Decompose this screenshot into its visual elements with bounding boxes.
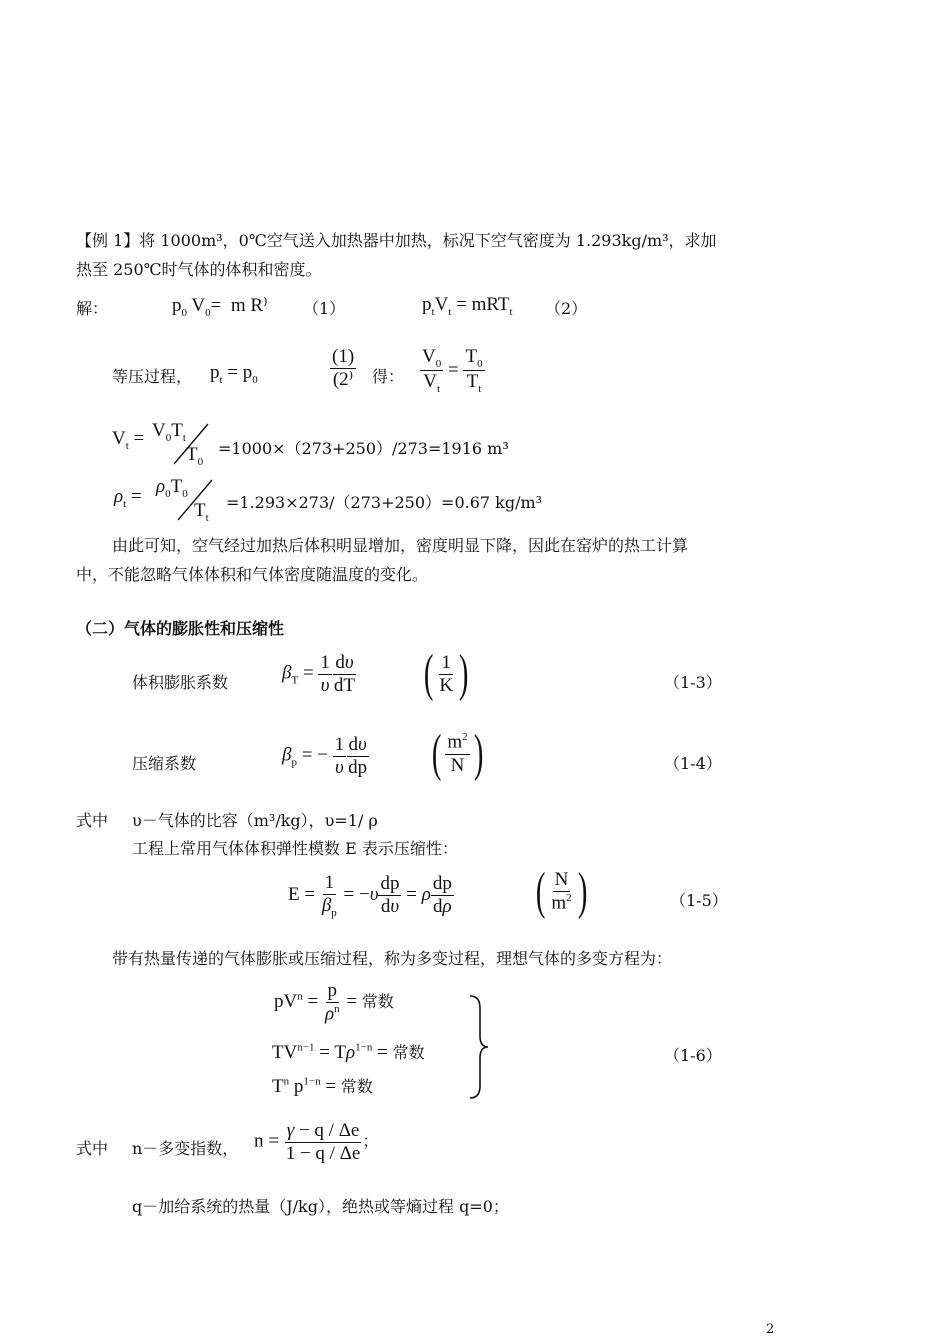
vt-numerator: $V_0T_t$: [152, 420, 186, 444]
vol-coef-tag: （1-3）: [664, 673, 722, 692]
poly-eq-2: $TV^{n-1} = T\rho^{1-n}$ = 常数: [272, 1041, 425, 1063]
rho-formula: $\rho_t$ =: [114, 486, 142, 510]
poly-text: 带有热量传递的气体膨胀或压缩过程，称为多变过程，理想气体的多变方程为：: [112, 949, 673, 968]
vt-denominator: $T_0$: [186, 444, 204, 468]
elastic-text: 工程上常用气体体积弹性模数 E 表示压缩性：: [132, 839, 458, 858]
comp-coef-label: 压缩系数: [132, 754, 197, 773]
elastic-modulus-eq: E = $\frac{1}{\beta_p}$ = −υ $\frac{dp}{d\upsilon}$ = ρ $\frac{dp}{d\rho}$: [288, 872, 452, 919]
eq1-tag: （1）: [303, 299, 346, 318]
section-heading: （二）气体的膨胀性和压缩性: [76, 619, 285, 638]
ratio-text: 得：: [372, 367, 405, 386]
vol-coef-label: 体积膨胀系数: [132, 673, 229, 692]
vt-formula: $V_t$ =: [112, 428, 145, 452]
comp-coef-unit: ( $\frac{m^2}{N}$ ): [431, 725, 484, 782]
volume-temp-ratio: $\frac{V_0}{V_t}$ = $\frac{T_0}{T_t}$: [422, 346, 483, 396]
poly-eq-1: $pV^n$ = $\frac{p}{\rho^n}$ = 常数: [274, 980, 394, 1025]
ideal-gas-eq-1: $p_0$ $V_0= m$ R⁾: [172, 295, 268, 319]
page-number: 2: [766, 1322, 775, 1337]
isobaric-eq: $p_t = p_0$: [210, 362, 258, 386]
q-text: q－加给系统的热量（J/kg），绝热或等熵过程 q=0；: [132, 1197, 509, 1216]
poly-index-eq: n = $\frac{\gamma - q / \Delta e}{1 - q / \Delta e}$ ；: [254, 1120, 379, 1164]
example-line-1: 【例 1】将 1000m³，0℃空气送入加热器中加热，标况下空气密度为 1.293kg/m³，求加: [76, 231, 717, 250]
elastic-modulus-unit: ( $\frac{N}{m^2}$ ): [535, 863, 588, 920]
vt-result: =1000×（273+250）/273=1916 m³: [218, 439, 509, 458]
ratio-fraction: $\frac{(1)}{(2^)}$: [332, 346, 355, 390]
const-word-1: 常数: [361, 993, 394, 1011]
example-line-2: 热至 250℃时气体的体积和密度。: [76, 260, 322, 279]
comp-coef-tag: （1-4）: [664, 754, 722, 773]
poly-tag: （1-6）: [664, 1046, 722, 1065]
isobaric-text: 等压过程，: [112, 367, 193, 386]
where2-label: 式中: [76, 1139, 109, 1158]
where1-label: 式中: [76, 811, 109, 830]
eq2-tag: （2）: [545, 299, 588, 318]
vol-coef-eq: $\beta_T$ = $\frac{1}{\upsilon}$ $\frac{d\upsilon}{dT}$: [282, 652, 356, 696]
conclusion-line-1: 由此可知，空气经过加热后体积明显增加，密度明显下降，因此在窑炉的热工计算: [112, 536, 689, 555]
rho-denominator: $T_t$: [194, 500, 209, 524]
ideal-gas-eq-2: $p_tV_t = mRT_t$: [422, 294, 513, 318]
conclusion-line-2: 中，不能忽略气体体积和气体密度随温度的变化。: [76, 565, 429, 584]
const-word-3: 常数: [340, 1079, 373, 1096]
rho-result: =1.293×273/（273+250）=0.67 kg/m³: [226, 493, 543, 512]
rho-numerator: $\rho_0T_0$: [156, 476, 188, 500]
solution-label: 解：: [76, 299, 109, 318]
elastic-tag: （1-5）: [670, 891, 728, 910]
const-word-2: 常数: [392, 1045, 425, 1062]
where2-text: n－多变指数，: [132, 1139, 239, 1158]
comp-coef-eq: $\beta_p$ = − $\frac{1}{\upsilon}$ $\frac{d\upsilon}{dp}$: [282, 734, 368, 778]
right-brace: [466, 992, 494, 1102]
poly-eq-3: $T^n$ $p^{1-n}$ = 常数: [272, 1075, 373, 1097]
where1-text: υ－气体的比容（m³/kg），υ=1/ ρ: [132, 811, 378, 830]
vol-coef-unit: ( $\frac{1}{K}$ ): [423, 645, 469, 702]
